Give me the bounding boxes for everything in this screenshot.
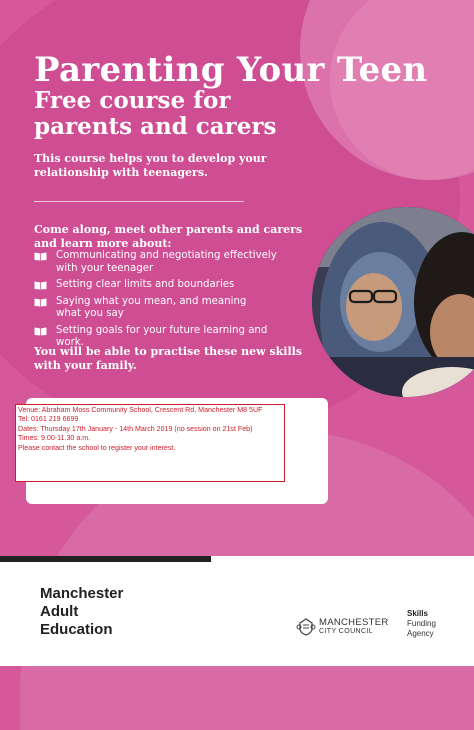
- closing-line: You will be able to practise these new skills: [34, 345, 303, 358]
- logo-line: Education: [40, 621, 113, 638]
- page-title: Parenting Your Teen: [34, 50, 428, 90]
- sfa-line: Skills: [407, 609, 428, 618]
- intro-line: relationship with teenagers.: [34, 166, 208, 179]
- list-item-text: what you say: [56, 308, 124, 319]
- sfa-line: Funding: [407, 619, 436, 628]
- lead-line: and learn more about:: [34, 237, 172, 250]
- sfa-line: Agency: [407, 629, 434, 638]
- phone-text: Tel: 0161 219 6699: [18, 415, 79, 424]
- manchester-city-council-logo: [296, 617, 389, 637]
- list-item-text: Saying what you mean, and meaning: [56, 295, 247, 307]
- list-item: [34, 296, 296, 321]
- open-book-icon: [34, 297, 47, 307]
- list-item-text: with your teenager: [56, 262, 154, 274]
- intro-text: [34, 152, 267, 180]
- page-subtitle: [34, 88, 276, 140]
- course-details: [15, 404, 285, 482]
- skills-funding-agency-logo: [407, 609, 436, 639]
- council-name: MANCHESTER: [319, 617, 389, 628]
- closing-line: with your family.: [34, 359, 137, 372]
- times-text: Times: 9.00-11.30 a.m.: [18, 434, 91, 443]
- venue-text: Venue: Abraham Moss Community School, Crescent Rd, Manchester M8 5UF: [18, 406, 263, 414]
- lead-text: [34, 223, 302, 251]
- council-subname: CITY COUNCIL: [319, 628, 374, 635]
- subtitle-line: Free course for: [34, 87, 231, 114]
- list-item: [34, 250, 296, 275]
- crest-icon: [296, 617, 316, 637]
- open-book-icon: [34, 280, 47, 290]
- list-item: [34, 279, 296, 292]
- footer-accent-bar: [0, 556, 211, 562]
- list-item-text: Setting clear limits and boundaries: [56, 279, 235, 290]
- list-item-text: Setting goals for your future learning and work.: [56, 324, 268, 348]
- list-item-text: Communicating and negotiating effectively: [56, 250, 277, 261]
- divider: [34, 201, 244, 202]
- intro-line: This course helps you to develop your: [34, 152, 267, 165]
- lead-line: Come along, meet other parents and carers: [34, 223, 303, 236]
- open-book-icon: [34, 326, 47, 336]
- logo-line: Manchester: [40, 585, 124, 602]
- logo-line: Adult: [40, 603, 79, 620]
- closing-text: [34, 345, 302, 373]
- open-book-icon: [34, 251, 47, 261]
- manchester-adult-education-logo: [40, 585, 123, 639]
- subtitle-line: parents and carers: [34, 113, 277, 140]
- topic-list: [34, 250, 296, 354]
- contact-text: Please contact the school to register your interest.: [18, 443, 176, 452]
- dates-text: Dates: Thursday 17th January - 14th March 2019 (no session on 21st Feb): [18, 424, 253, 433]
